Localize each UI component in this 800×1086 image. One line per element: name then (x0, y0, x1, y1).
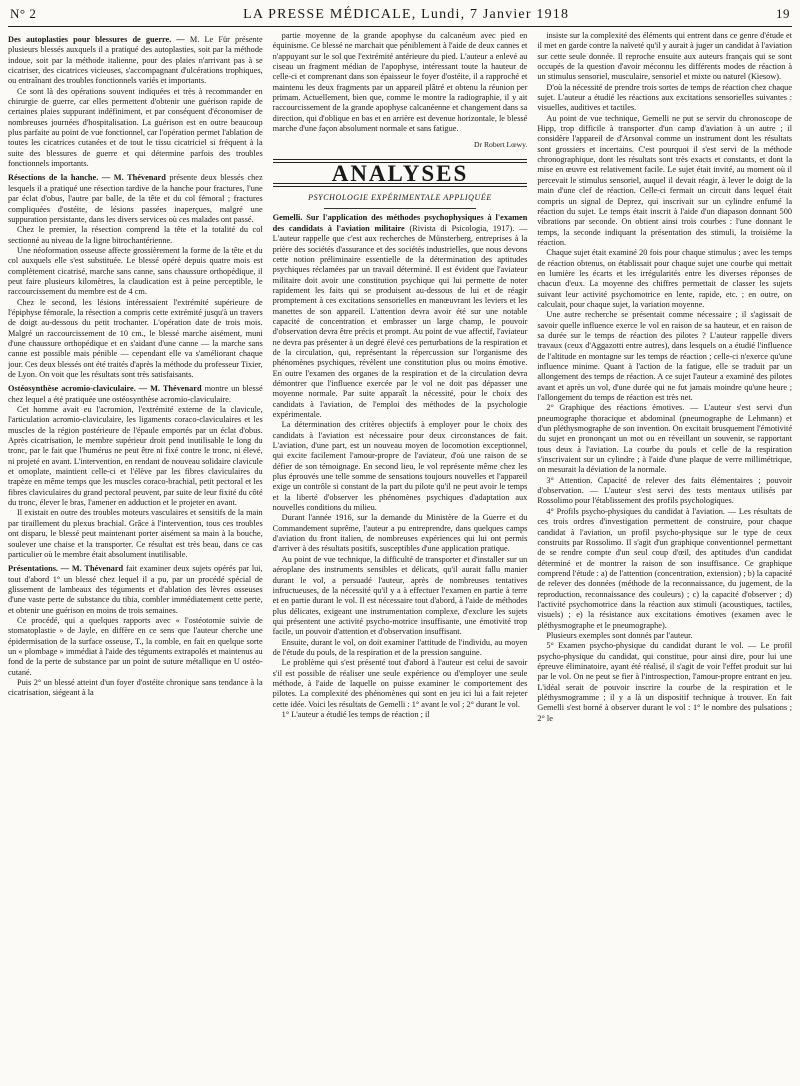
paragraph-text: M. Le Für présente plusieurs blessés auxquels il a pratiqué des autoplasties, soit par la méthode indoue, soit par la méthode italienne, pour des plaies n'arrivant pas à se cicatriser, des cicatrices vicieuses, s'accompagnant d'ulcérations trophiques, ou entraînant des troubles fonctionnels variés et importants. (8, 35, 263, 86)
page-number: 19 (776, 6, 790, 21)
author-signature: Dr Robert Lœwy. (474, 140, 528, 150)
paragraph (537, 114, 792, 248)
paragraph (8, 35, 263, 87)
paragraph-text: 1° L'auteur a étudié les temps de réaction ; il (281, 709, 430, 719)
paragraph-text: Chez le premier, la résection comprend la tête et la totalité du col sectionné au niveau de la ligne bitrochantérienne. (8, 225, 263, 245)
paragraph-heading: Gemelli. Sur l'application des méthodes psychophysiques à l'examen des candidats à l'aviation militaire (272, 213, 528, 233)
journal-title: LA PRESSE MÉDICALE, Lundi, 7 Janvier 1918 (243, 7, 570, 22)
paragraph (8, 246, 263, 298)
paragraph (537, 641, 792, 724)
paragraph-text: partie moyenne de la grande apophyse du calcanéum avec pied en équinisme. Ce blessé ne marchait que péniblement à l'aide de deux cannes et n'appuyant sur le sol que l'extrémité antérieure du pied. L'auteur a enlevé au ciseau un fragment médian de l'apophyse, intéressant toute la hauteur de celle-ci et comprenant dans son épaisseur le foyer d'ostéite, il a rapproché et maintenu les deux fragments par un appareil plâtré et obtenu la réunion per primam. Actuellement, bien que, comme le montre la radiographie, il y ait raccourcissement de la grande apophyse calcanéenne et changement dans sa direction, qui d'oblique en bas et en arrière est devenue horizontale, le blessé marche d'une façon absolument normale et sans fatigue. (272, 31, 528, 134)
paragraph (537, 507, 792, 631)
paragraph (273, 213, 528, 420)
page-header (8, 4, 792, 27)
paragraph-heading: Présentations. — M. Thévenard (8, 564, 124, 574)
paragraph-heading: Ostéosynthèse acromio-claviculaire. — M. Thévenard (8, 384, 202, 394)
paragraph (8, 87, 263, 170)
paragraph (8, 616, 263, 678)
paragraph-text: 2° Graphique des réactions émotives. — L'auteur s'est servi d'un pneumographe thoracique et abdominal (pneumographe de Lehmann) et d'un pléthysmographe de son invention. On excitait brusquement l'émotivité du sujet en prononçant un mot ou en réveillant un souvenir, se rapportant tous deux à l'aviation. La courbe du pouls et celle de la respiration s'inscrivaient sur un cylindre ; à l'aide d'une plaque de verre millimétrique, on mesurait la déviation de la normale. (537, 403, 792, 475)
paragraph-text: Plusieurs exemples sont donnés par l'auteur. (546, 630, 693, 640)
paragraph (8, 405, 263, 508)
paragraph (537, 403, 792, 475)
paragraph (8, 173, 263, 225)
paragraph-text: (Rivista di Psicologia, 1917). — L'auteur rappelle que c'est aux recherches de Münsterberg, entreprises à la prière des sociétés d'assurance et des sociétés industrielles, que nous devons cette notion préliminaire essentielle de la détermination des aptitudes psychiques réclamées par un travail déterminé. Il est évident que l'aviateur militaire doit avoir une constitution psychique qui lui permette de noter rapidement les faits qui se produisent au-dessous de lui et de réagir promptement à ces excitations sensorielles en manœuvrant les leviers et les manettes de son appareil. L'attention devra avoir été sur une notable capacité de concentration et embrasser un large champ, le pouvoir d'observation devra être précis et prompt. Au point de vue affectif, l'aviateur ne devra pas présenter à un degré élevé ces perturbations de la respiration et de la circulation, qui, représentant la répercussion sur l'organisme des phénomènes psychiques, révèlent une constitution plus ou moins émotive. En outre l'examen des organes de la respiration et de la circulation devra démontrer que l'influence exercée par le vol ne doit pas dépasser une moyenne normale. Par suite apparaît la nécessité, pour le choix des candidats à l'aviation, de l'emploi des méthodes de la psychologie expérimentale. (272, 223, 528, 419)
paragraph (273, 555, 528, 638)
paragraph (537, 310, 792, 403)
column-middle-top (273, 31, 528, 134)
paragraph-text: La détermination des critères objectifs à employer pour le choix des candidats à l'aviation est nécessaire pour deux circonstances de fait. L'aviation, d'une part, est un nouveau moyen de locomotion exceptionnel, qui excite facilement l'amour-propre de l'aviateur, d'où une raison de se défier de son témoignage. En second lieu, le vol représente même chez les plus éprouvés une telle somme de sensations toujours nouvelles et l'appareil exige un contrôle si constant de la part du pilote qu'il ne peut avoir le temps et la liberté d'observer les phénomènes psychiques d'adaptation aux nouvelles conditions du milieu. (272, 420, 528, 513)
paragraph (8, 298, 263, 381)
analyses-heading: ANALYSES (331, 160, 469, 186)
paragraph-text: présente deux blessés chez lesquels il a pratiqué une résection tardive de la hanche pour fractures, l'une par éclat d'obus, l'autre par balle, de la tête et du col fémoral ; fractures compliquées d'ostéite, de lésions passées inaperçues, malgré une suppuration persistante, dans les divers services où ces malades ont passé. (8, 173, 263, 224)
paragraph-text: Durant l'année 1916, sur la demande du Ministère de la Guerre et du Commandement suprême, l'auteur a pu entreprendre, dans quelques camps d'aviation du front italien, de nombreuses expériences qui lui ont permis d'arriver à des résultats positifs, susceptibles d'une application pratique. (272, 513, 528, 554)
paragraph (8, 678, 263, 699)
paragraph-text: Au point de vue technique, Gemelli ne put se servir du chronoscope de Hipp, trop difficile à transporter d'un camp d'aviation à un autre ; il considère l'appareil de d'Arsonval comme un instrument dont les résultats sont grossiers et incertains. C'est pourquoi il s'est servi de la méthode chronographique, dont les résultats sont très exacts et constants, et dont la mise en œuvre est relativement facile. Le sujet était invité, au moment où il percevait le stimulus sensoriel, auquel il devait réagir, à lever le doigt de la main d'une clef de réaction. Celle-ci fermait un circuit dans lequel était compris un signal de Deprez, qui inscrivait sur un cylindre enfumé la réaction du sujet. Le temps était inscrit à l'aide d'un diapason donnant 500 vibrations par seconde. On obtient ainsi trois courbes : l'une donnant le temps, la seconde indiquant la présentation des stimuli, la troisième la réaction. (537, 113, 792, 247)
paragraph-text: Cet homme avait eu l'acromion, l'extrémité externe de la clavicule, l'articulation acromio-claviculaire, les ligaments coraco-claviculaires et les muscles de la région postérieure de l'épaule emportés par un éclat d'obus. Après cicatrisation, le membre supérieur droit pend inutilisable le long du tronc, par le fait que l'humérus ne peut être ni fixé contre le tronc, ni élevé, ni projeté en avant. L'intervention, en rendant de nouveau solidaire clavicule et omoplate, maintient celle-ci et l'élève par les fibres claviculaires du trapèze en même temps que les muscles coraco-brachial, petit pectoral et les fibres claviculaires du grand pectoral peuvent, par suite de leur fixité du côté du tronc, élever le bras, l'amener en adduction et le projeter en avant. (8, 405, 263, 508)
paragraph-text: Ensuite, durant le vol, on doit examiner l'attitude de l'individu, au moyen de l'étude du pouls, de la respiration et de la pression sanguine. (272, 637, 528, 657)
paragraph (537, 476, 792, 507)
paragraph-text: Chaque sujet était examiné 20 fois pour chaque stimulus ; avec les temps de réaction obtenus, on établissait pour chaque sujet une courbe qui mettait en lumière les écarts et les irrégularités entre les diverses réponses de chacun d'eux. La moyenne des chiffres permettait de classer les sujets suivant leur activité psychomotrice en lente, rapide, etc. ; en outre, on calculait, pour chaque sujet, la variation moyenne. (537, 248, 792, 309)
paragraph-heading: Des autoplasties pour blessures de guerre. — (8, 35, 185, 44)
paragraph-text: Ce sont là des opérations souvent indiquées et très à recommander en chirurgie de guerre, car elles permettent d'obtenir une guérison rapide de certaines plaies suppurant indéfiniment, et par conséquent d'économiser de nombreuses journées d'hospitalisation. La guérison est en outre beaucoup plus parfaite au point de vue fonctionnel, car l'opération permet l'ablation de toutes les cicatrices cutanées et de tout le tissu cicatriciel si fréquent à la suite des blessures de guerre et qui détermine parfois des troubles fonctionnels importants. (8, 86, 263, 169)
newspaper-page (8, 4, 792, 1078)
paragraph-text: Il existait en outre des troubles moteurs vasculaires et sensitifs de la main par tiraillement du plexus brachial. Grâce à l'intervention, tous ces troubles ont disparu, le blessé peut maintenant porter aisément sa main à la bouche, soulever une chaise et la transporter. Ce résultat est très beau, dans ce cas particulier où le membre était absolument inutilisable. (8, 508, 263, 559)
paragraph (8, 225, 263, 246)
section-title: PSYCHOLOGIE EXPÉRIMENTALE APPLIQUÉE (308, 193, 492, 203)
paragraph-text: Le problème qui s'est présenté tout d'abord à l'auteur est celui de savoir s'il est possible de réaliser une seule expérience ou d'employer une seule méthode, à l'aide de laquelle on puisse examiner le comportement des pilotes. La complexité des phénomènes qui sont en jeu ici lui a fait rejeter cette idée. Voici les résultats de Gemelli : 1° avant le vol ; 2° durant le vol. (272, 658, 528, 709)
paragraph (273, 31, 528, 134)
paragraph (273, 638, 528, 659)
paragraph-text: insiste sur la complexité des éléments qui entrent dans ce genre d'étude et il met en garde contre la naïveté qu'il y aurait à juger un candidat à l'aviation sur cette seule donnée. Il reproche ensuite aux auteurs français qui se sont occupés de la question d'avoir méconnu les différents modes de réaction à un stimulus sensoriel, musculaire, sensoriel et mixte ou naturel (Kiesow). (537, 31, 792, 82)
columns (8, 31, 792, 724)
title-divider (324, 208, 477, 209)
paragraph-text: montre un blessé chez lequel a été pratiquée une ostéosynthèse acromio-claviculaire. (8, 384, 263, 404)
column-right (537, 31, 792, 724)
paragraph-text: Ce procédé, qui a quelques rapports avec « l'ostéotomie suivie de stomatoplastie » de Jayle, en diffère en ce sens que l'auteur cherche une épidermisation de la surface osseuse, T., la comble, en fait en quelque sorte un « plombage » immédiat à l'aide des téguments extrapolés et maintenus au fond de la perte de substance par un point de suture métallique en U ostéo-cutané. (8, 615, 263, 677)
paragraph (273, 420, 528, 513)
paragraph-heading: Résections de la hanche. — M. Thévenard (8, 173, 166, 183)
paragraph (8, 564, 263, 616)
paragraph (273, 658, 528, 710)
paragraph (273, 513, 528, 554)
paragraph-text: Au point de vue technique, la difficulté de transporter et d'installer sur un aéroplane des instruments sensibles et délicats, qu'il aurait fallu manier durant le vol, a persuadé l'auteur, après de nombreuses tentatives infructueuses, de la nécessité qu'il y a à effectuer l'examen en partie à terre et en partie durant le vol. Il est nécessaire tout d'abord, à l'aide de méthodes plus délicates, exigeant une instrumentation complexe, d'exclure les sujets qui présentent une activité psycho-motrice insuffisante, une émotivité trop facile, un pouvoir d'attention et d'observation insuffisant. (272, 554, 528, 637)
paragraph-text: fait examiner deux sujets opérés par lui, tout d'abord 1° un blessé chez lequel il a pu, par un procédé spécial de glissement de lambeaux des téguments et d'ablation des lèvres osseuses d'une vaste perte de substance du tibia, combler immédiatement cette perte, et obtenir une guérison en moins de trois semaines. (8, 564, 263, 615)
paragraph (8, 508, 263, 560)
issue-number: N° 2 (10, 6, 37, 21)
paragraph (273, 710, 528, 720)
paragraph (8, 384, 263, 405)
paragraph (537, 31, 792, 83)
paragraph (537, 248, 792, 310)
paragraph-text: 5° Examen psycho-physique du candidat durant le vol. — Le profil psycho-physique du candidat, qui constitue, pour ainsi dire, pour lui une épreuve éliminatoire, ayant été réalisé, il s'agit de voir l'effet produit sur lui par le vol. On ne peut se fier à l'introspection, l'amour-propre entrant en jeu. L'idéal serait de pouvoir inscrire la courbe de la respiration et le pléthysmogramme ; il y a là un dispositif technique à trouver. En fait Gemelli s'est borné à observer durant le vol : 1° le nombre des pulsations ; 2° le (537, 641, 792, 723)
column-middle (273, 31, 528, 724)
paragraph-text: 4° Profils psycho-physiques du candidat à l'aviation. — Les résultats de ces trois ordres d'investigation permettent de construire, pour chaque candidat à l'aviation, un profil psycho-physique sur le type de ceux construits par Rossolimo. Il s'agit d'un graphique conventionnel permettant de se rendre compte d'un seul coup d'œil, des aptitudes d'un candidat déterminé et de montrer la raison de son insuffisance. Ce graphique comprend l'étude : a) de l'attention (concentration, extension) ; b) la capacité de relever des données (méthode de la reconnaissance, du jugement, de la reproduction, reconnaissance des couleurs) ; c) la capacité d'observer ; d) l'activité psychomotrice dans la réaction aux stimuli (acoustiques, tactiles, visuels) ; e) la résistance aux excitations émotives (examen avec le pléthysmographe et le pneumographe). (537, 506, 792, 630)
column-left (8, 31, 263, 724)
paragraph-text: D'où la nécessité de prendre trois sortes de temps de réaction chez chaque sujet. L'auteur a étudié les réactions aux excitations sensorielles suivantes : visuelles, auditives et tactiles. (537, 82, 792, 113)
paragraph-text: Une autre recherche se présentait comme nécessaire ; il s'agissait de savoir quelle influence exerce le vol en raison de sa hauteur, et en raison de sa durée sur le temps de réaction des pilotes ? L'auteur rappelle divers travaux (ceux d'Aggazotti entre autres), dans lesquels on a étudié l'influence de l'altitude en montagne sur les temps de réaction ; celle-ci n'exerce qu'une influence minime. Quant à l'action de la fatigue, elle se traduit par un allongement des temps de réaction. A ce sujet l'auteur a examiné des pilotes avant et après un vol, d'une durée qui ne fut jamais moindre qu'une heure ; l'allongement du temps de réaction est très net. (537, 310, 792, 403)
paragraph (537, 631, 792, 641)
paragraph-text: 3° Attention. Capacité de relever des faits élémentaires ; pouvoir d'observation. — L'auteur s'est servi des tests mentaux utilisés par Rossolimo pour l'établissement des profils psychologiques. (537, 475, 792, 506)
paragraph (537, 83, 792, 114)
paragraph-text: Puis 2° un blessé atteint d'un foyer d'ostéite chronique sans tendance à la cicatrisation, siégeant à la (8, 677, 263, 698)
column-middle-bottom (273, 213, 528, 720)
paragraph-text: Chez le second, les lésions intéressaient l'extrémité supérieure de l'épiphyse fémorale, la résection a compris cette extrémité jusqu'à un travers de doigt au-dessous du petit trochanter. L'opération date de trois mois. Malgré un raccourcissement de 10 cm., le blessé marche aisément, muni d'une chaussure orthopédique et en s'aidant d'une canne — la marche sans canne est possible mais pénible — cependant elle va s'améliorant chaque jour. Ces deux blessés ont été traités d'après la méthode du professeur Tixier, de Lyon. On voit que les résultats sont très satisfaisants. (8, 297, 263, 379)
paragraph-text: Une néoformation osseuse affecte grossièrement la forme de la tête et du col auxquels elle s'est substituée. Le blessé opéré depuis quatre mois est complètement cicatrisé, marche sans canne, sans chaussure orthopédique, il peut faire plusieurs kilomètres, la claudication est à peine perceptible, le raccourcissement du membre est de 4 cm. (8, 245, 263, 297)
